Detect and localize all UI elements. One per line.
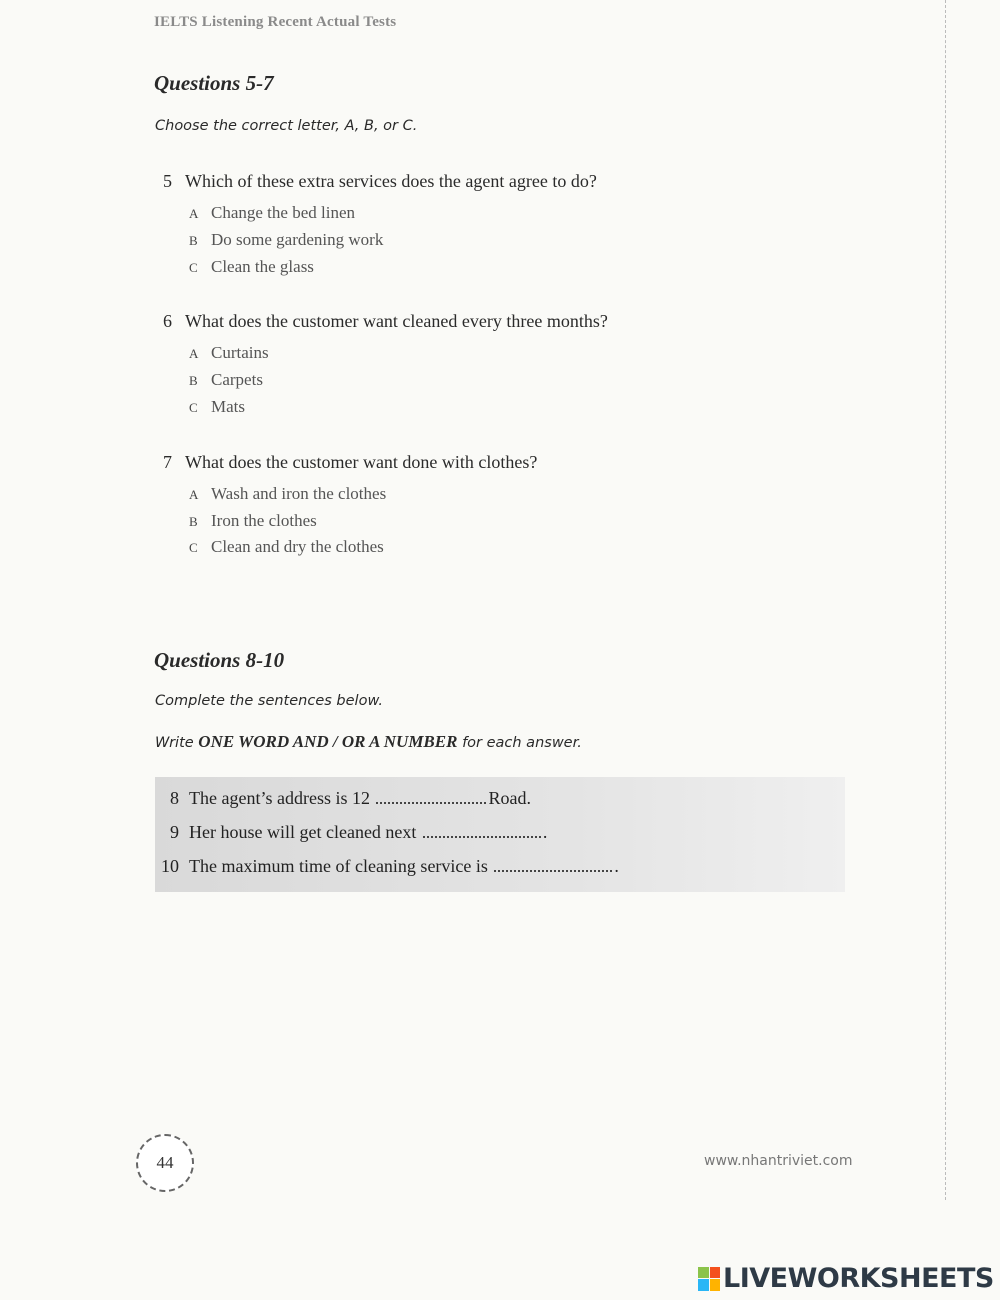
sentence-9 — [155, 822, 547, 843]
icon-tile — [710, 1267, 721, 1279]
option-text: Clean the glass — [211, 257, 314, 276]
option-letter: C — [189, 540, 198, 555]
option-7c[interactable] — [189, 537, 384, 557]
page-number-badge — [136, 1134, 194, 1192]
sentence-text-before: The agent’s address is 12 — [189, 788, 370, 808]
section-title-5-7: Questions 5-7 — [154, 71, 274, 95]
option-7b[interactable] — [189, 511, 317, 531]
icon-tile — [710, 1279, 721, 1291]
sentence-text-before: Her house will get cleaned next — [189, 822, 417, 842]
option-text: Wash and iron the clothes — [211, 484, 387, 503]
question-text: Which of these extra services does the agent agree to do? — [185, 171, 597, 191]
question-7 — [163, 452, 537, 473]
option-text: Change the bed linen — [211, 203, 355, 222]
question-number: 6 — [163, 311, 172, 331]
sentence-number: 10 — [161, 856, 179, 876]
question-number: 5 — [163, 171, 172, 191]
option-letter: C — [189, 260, 198, 275]
question-text: What does the customer want done with clothes? — [185, 452, 538, 472]
answer-blank-8[interactable] — [376, 788, 486, 804]
section2-instruction-2 — [155, 732, 582, 752]
instruction-prefix: Write — [155, 735, 194, 751]
sentence-number: 8 — [170, 788, 179, 808]
option-letter: B — [189, 373, 198, 388]
liveworksheets-logo — [698, 1263, 994, 1294]
question-text: What does the customer want cleaned every three months? — [185, 311, 608, 331]
section-title-8-10: Questions 8-10 — [154, 648, 285, 672]
option-text: Clean and dry the clothes — [211, 537, 384, 556]
sentence-8 — [155, 788, 531, 809]
sentence-text-after: Road. — [488, 788, 531, 808]
option-letter: A — [189, 487, 199, 502]
option-text: Carpets — [211, 370, 263, 389]
section2-instruction-1: Complete the sentences below. — [155, 693, 383, 709]
instruction-emphasis: ONE WORD AND / OR A NUMBER — [198, 732, 458, 751]
option-letter: B — [189, 233, 198, 248]
page-number: 44 — [156, 1153, 174, 1172]
option-5c[interactable] — [189, 257, 314, 277]
page-edge-decoration — [944, 0, 946, 1200]
option-6c[interactable] — [189, 397, 245, 417]
option-7a[interactable] — [189, 484, 386, 504]
section1-instruction: Choose the correct letter, A, B, or C. — [155, 118, 418, 134]
option-letter: B — [189, 514, 198, 529]
option-letter: A — [189, 206, 199, 221]
option-5b[interactable] — [189, 230, 383, 250]
option-text: Do some gardening work — [211, 230, 384, 249]
option-6a[interactable] — [189, 343, 269, 363]
running-head: IELTS Listening Recent Actual Tests — [154, 14, 397, 30]
icon-tile — [698, 1267, 709, 1279]
option-letter: A — [189, 346, 199, 361]
sentence-text-before: The maximum time of cleaning service is — [189, 856, 488, 876]
option-5a[interactable] — [189, 203, 355, 223]
sentence-number: 9 — [170, 822, 179, 842]
footer-url: www.nhantriviet.com — [704, 1153, 853, 1169]
option-text: Iron the clothes — [211, 511, 317, 530]
liveworksheets-icon — [698, 1267, 720, 1291]
option-6b[interactable] — [189, 370, 263, 390]
option-text: Mats — [211, 397, 245, 416]
option-letter: C — [189, 400, 198, 415]
icon-tile — [698, 1279, 709, 1291]
brand-name: LIVEWORKSHEETS — [723, 1263, 994, 1294]
question-6 — [163, 311, 608, 332]
question-number: 7 — [163, 452, 172, 472]
instruction-suffix: for each answer. — [462, 735, 582, 751]
sentence-text-after: . — [542, 822, 548, 842]
sentence-completion-box — [155, 777, 845, 892]
answer-blank-9[interactable] — [423, 822, 541, 838]
sentence-text-after: . — [614, 856, 619, 876]
answer-blank-10[interactable] — [494, 856, 612, 872]
option-text: Curtains — [211, 343, 269, 362]
question-5 — [163, 171, 597, 192]
sentence-10 — [155, 856, 619, 877]
